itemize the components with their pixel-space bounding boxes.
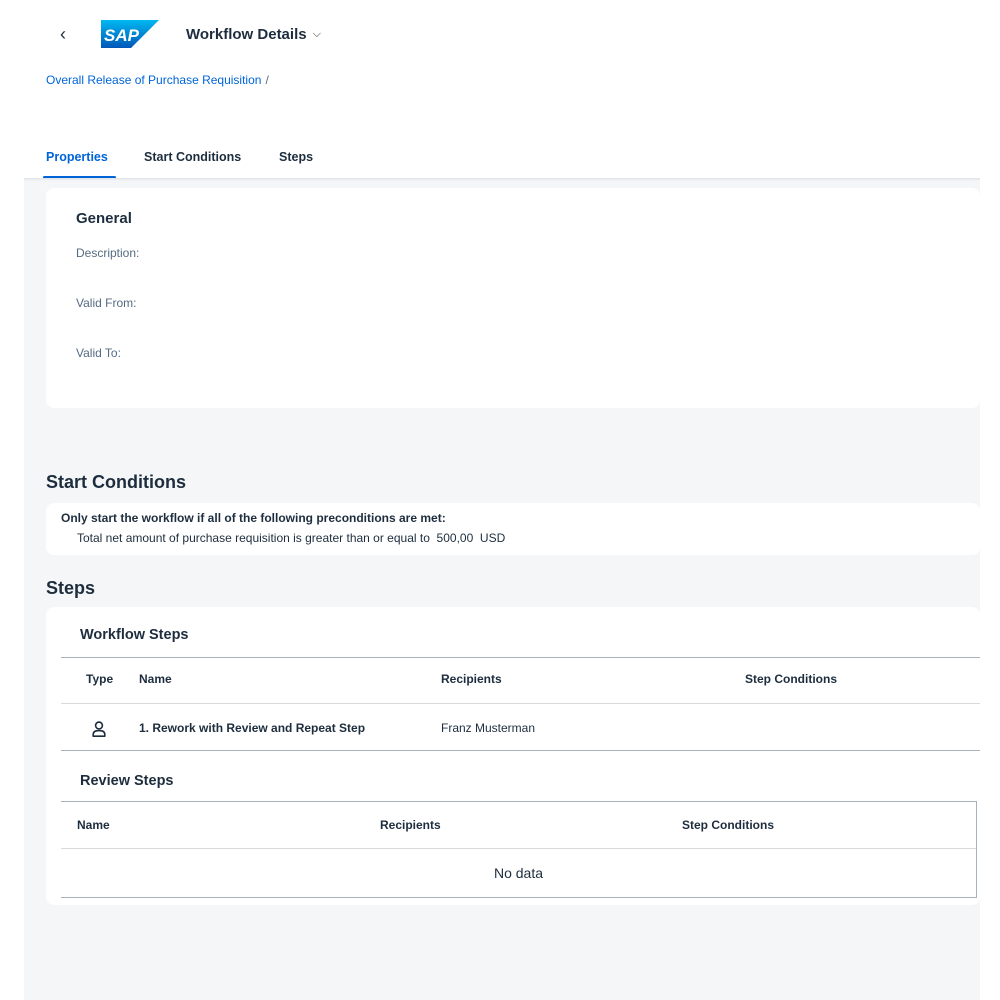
valid-to-label: Valid To: [76, 346, 121, 360]
start-conditions-title: Start Conditions [46, 472, 186, 492]
review-table-bottom-border [61, 897, 977, 898]
sap-logo-text: SAP [104, 26, 139, 45]
tab-bar-shadow [24, 178, 980, 181]
review-table-top-border [61, 801, 976, 802]
column-name: Name [139, 672, 172, 686]
table-top-border [61, 657, 980, 658]
breadcrumb-separator: / [265, 73, 269, 87]
tab-start-conditions[interactable]: Start Conditions [144, 150, 242, 164]
sap-logo-icon[interactable] [101, 20, 159, 48]
no-data-text: No data [493, 865, 544, 881]
step-name: 1. Rework with Review and Repeat Step [139, 721, 366, 735]
review-column-name: Name [77, 818, 110, 832]
shell-bar [0, 0, 1000, 70]
app-title-menu[interactable] [186, 24, 321, 44]
valid-from-label: Valid From: [76, 296, 137, 310]
steps-title: Steps [46, 578, 96, 598]
workflow-steps-title: Workflow Steps [80, 627, 189, 643]
tab-steps[interactable]: Steps [279, 150, 314, 164]
step-recipients: Franz Musterman [441, 721, 536, 735]
person-icon [92, 721, 106, 737]
column-step-conditions: Step Conditions [745, 672, 837, 686]
back-button[interactable]: ‹ [60, 24, 66, 44]
review-header-divider [61, 848, 976, 849]
chevron-down-icon: ⌵ [312, 27, 321, 40]
review-column-recipients: Recipients [380, 818, 441, 832]
tab-properties[interactable]: Properties [46, 150, 108, 164]
review-steps-title: Review Steps [80, 773, 174, 789]
steps-card [46, 607, 980, 905]
review-column-step-conditions: Step Conditions [682, 818, 774, 832]
precondition-item: Total net amount of purchase requisition is greater than or equal to 500,00 USD [77, 531, 506, 545]
workflow-table-bottom-border [61, 750, 980, 751]
app-title: Workflow Details [186, 25, 307, 43]
tab-bar [0, 140, 1000, 180]
start-conditions-card [46, 503, 980, 555]
preconditions-heading: Only start the workflow if all of the following preconditions are met: [61, 511, 446, 525]
breadcrumb-link[interactable]: Overall Release of Purchase Requisition [46, 73, 262, 87]
column-recipients: Recipients [441, 672, 502, 686]
general-card [46, 188, 980, 408]
column-type: Type [86, 672, 114, 686]
header-divider [61, 703, 980, 704]
description-label: Description: [76, 246, 140, 260]
general-title: General [76, 210, 132, 227]
breadcrumb [46, 73, 269, 87]
review-table-right-border [976, 801, 977, 898]
